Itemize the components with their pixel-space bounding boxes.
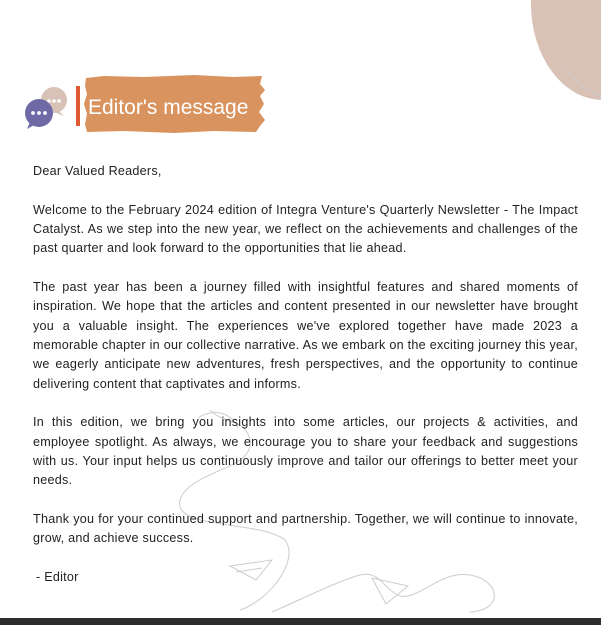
paragraph-4: Thank you for your continued support and partnership. Together, we will continue to innovate, grow, and achieve success. [33, 512, 578, 546]
chat-bubbles-icon [24, 86, 70, 130]
section-header [24, 74, 284, 134]
paragraph-2: The past year has been a journey filled with insightful features and shared moments of inspiration. We hope that the articles and content presented in our newsletter have brought you a valuable insight. The experiences we've explored together have made 2023 a memorable chapter in our collective narrative. As we embark on the exciting journey this year, we eagerly anticipate new adventures, fresh perspectives, and the opportunity to continue delivering content that captivates and informs. [33, 280, 578, 391]
title-brush-badge [84, 74, 266, 134]
decorative-corner-circle [531, 0, 601, 100]
accent-bar [76, 86, 80, 126]
greeting: Dear Valued Readers, [33, 164, 162, 178]
page-title: Editor's message [88, 96, 249, 119]
signature: - Editor [36, 570, 79, 585]
paragraph-3: In this edition, we bring you insights into some articles, our projects & activities, and employee spotlight. As always, we encourage you to share your feedback and suggestions with us. Your input helps us continuously improve and tailor our offerings to better meet your needs. [33, 415, 578, 488]
letter-body [33, 162, 578, 607]
footer-bar [0, 618, 601, 625]
paragraph-1: Welcome to the February 2024 edition of Integra Venture's Quarterly Newsletter - The Impact Catalyst. As we step into the new year, we reflect on the achievements and challenges of the past quarter and look forward to the opportunities that lie ahead. [33, 202, 578, 256]
